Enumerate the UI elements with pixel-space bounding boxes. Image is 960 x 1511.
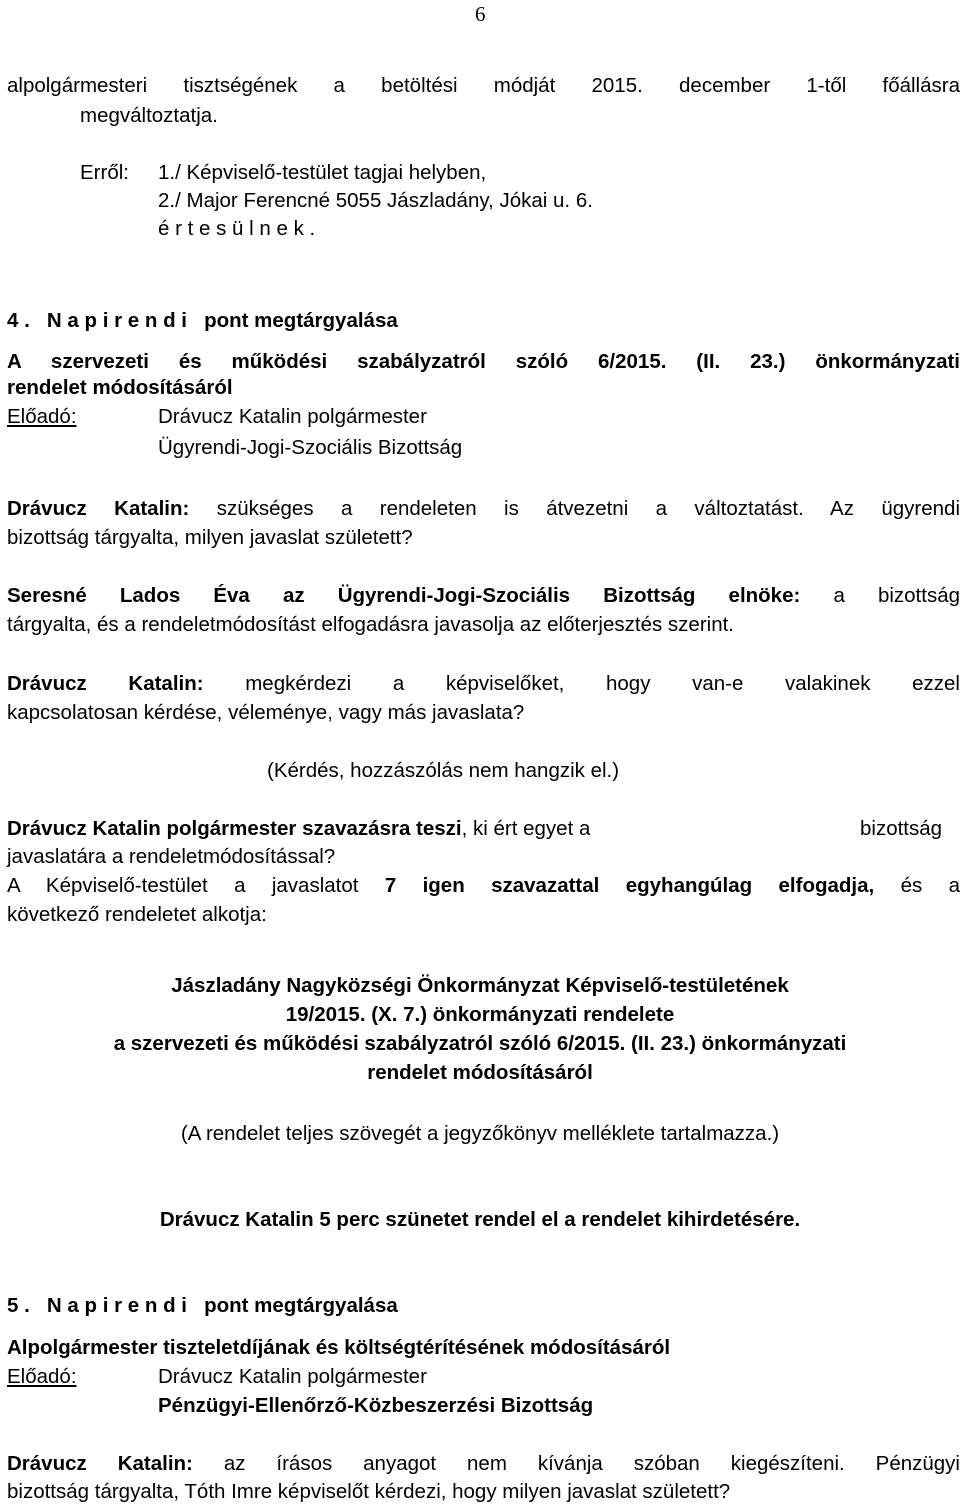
d4-p3-line-2: kapcsolatosan kérdése, véleménye, vagy más javaslata?	[7, 701, 525, 724]
item4-subject-line-2: rendelet módosításáról	[7, 376, 233, 399]
d5-p1-speaker: Drávucz Katalin:	[7, 1452, 193, 1475]
d5-p1-line-2: bizottság tárgyalta, Tóth Imre képviselőt kérdezi, hogy milyen javaslat született?	[7, 1480, 731, 1503]
intro-line-2: megváltoztatja.	[80, 104, 218, 127]
errol-notify: é r t e s ü l n e k .	[158, 217, 316, 240]
vote-line-1	[7, 817, 590, 841]
item4-presenter: Drávucz Katalin polgármester	[158, 405, 427, 428]
result-line-2: következő rendeletet alkotja:	[7, 903, 267, 926]
item4-committee: Ügyrendi-Jogi-Szociális Bizottság	[158, 436, 463, 459]
item5-presenter: Drávucz Katalin polgármester	[158, 1365, 427, 1388]
break-note: Drávucz Katalin 5 perc szünetet rendel el a rendelet kihirdetésére.	[159, 1208, 801, 1231]
d4-p1-line-2: bizottság tárgyalta, milyen javaslat született?	[7, 526, 413, 549]
decree-line-1: Jászladány Nagyközségi Önkormányzat Képviselő-testületének	[171, 974, 789, 997]
item4-heading-word: N a p i r e n d i	[46, 309, 187, 332]
d4-p1-text: szükséges a rendeleten is átvezetni a változtatást. Az ügyrendi	[216, 497, 960, 520]
errol-item-2: 2./ Major Ferencné 5055 Jászladány, Jókai u. 6.	[158, 189, 593, 212]
no-questions-note: (Kérdés, hozzászólás nem hangzik el.)	[267, 759, 620, 782]
vote-line-1-end: bizottság	[860, 817, 943, 840]
intro-line-1: alpolgármesteri tisztségének a betöltési módját 2015. december 1-től főállásra	[7, 74, 960, 97]
decree-line-2: 19/2015. (X. 7.) önkormányzati rendelete	[285, 1003, 675, 1026]
errol-label: Erről:	[80, 161, 129, 184]
item4-heading	[7, 309, 398, 333]
item5-heading-num: 5 .	[7, 1294, 30, 1317]
result-line-1	[7, 874, 960, 898]
vote-line-2: javaslatára a rendeletmódosítással?	[7, 845, 336, 868]
item5-heading	[7, 1294, 398, 1318]
item4-heading-rest: pont megtárgyalása	[204, 309, 398, 332]
result-text-b: 7 igen szavazattal egyhangúlag elfogadja,	[384, 874, 875, 897]
item4-heading-num: 4 .	[7, 309, 30, 332]
page-number: 6	[475, 2, 486, 26]
decree-line-4: rendelet módosításáról	[367, 1061, 593, 1084]
d4-p2-speaker: Seresné Lados Éva az Ügyrendi-Jogi-Szociális Bizottság elnöke:	[7, 584, 801, 607]
item5-presenter-label: Előadó:	[7, 1365, 77, 1388]
annex-note: (A rendelet teljes szövegét a jegyzőkönyv melléklete tartalmazza.)	[180, 1122, 780, 1145]
d5-p1-text: az írásos anyagot nem kívánja szóban kiegészíteni. Pénzügyi	[223, 1452, 960, 1475]
d4-p2-line-2: tárgyalta, és a rendeletmódosítást elfogadásra javasolja az előterjesztés szerint.	[7, 613, 734, 636]
d4-p3-speaker: Drávucz Katalin:	[7, 672, 204, 695]
vote-text: , ki ért egyet a	[461, 817, 591, 840]
vote-speaker: Drávucz Katalin polgármester szavazásra teszi	[7, 817, 462, 840]
item5-heading-word: N a p i r e n d i	[46, 1294, 187, 1317]
d4-p3-text: megkérdezi a képviselőket, hogy van-e valakinek ezzel	[245, 672, 960, 695]
item4-presenter-label: Előadó:	[7, 405, 77, 428]
d4-p2-line-1	[7, 584, 960, 608]
errol-item-1: 1./ Képviselő-testület tagjai helyben,	[158, 161, 487, 184]
d4-p1-speaker: Drávucz Katalin:	[7, 497, 190, 520]
item5-committee: Pénzügyi-Ellenőrző-Közbeszerzési Bizottság	[158, 1394, 594, 1417]
item5-subject: Alpolgármester tiszteletdíjának és költségtérítésének módosításáról	[7, 1336, 671, 1359]
item4-subject-line-1: A szervezeti és működési szabályzatról szóló 6/2015. (II. 23.) önkormányzati	[7, 350, 960, 373]
item5-heading-rest: pont megtárgyalása	[204, 1294, 398, 1317]
result-text-a: A Képviselő-testület a javaslatot	[7, 874, 359, 897]
decree-line-3: a szervezeti és működési szabályzatról szóló 6/2015. (II. 23.) önkormányzati	[113, 1032, 847, 1055]
d4-p2-text: a bizottság	[833, 584, 960, 607]
result-text-c: és a	[900, 874, 960, 897]
d5-p1-line-1	[7, 1452, 960, 1476]
d4-p3-line-1	[7, 672, 960, 696]
d4-p1-line-1	[7, 497, 960, 521]
